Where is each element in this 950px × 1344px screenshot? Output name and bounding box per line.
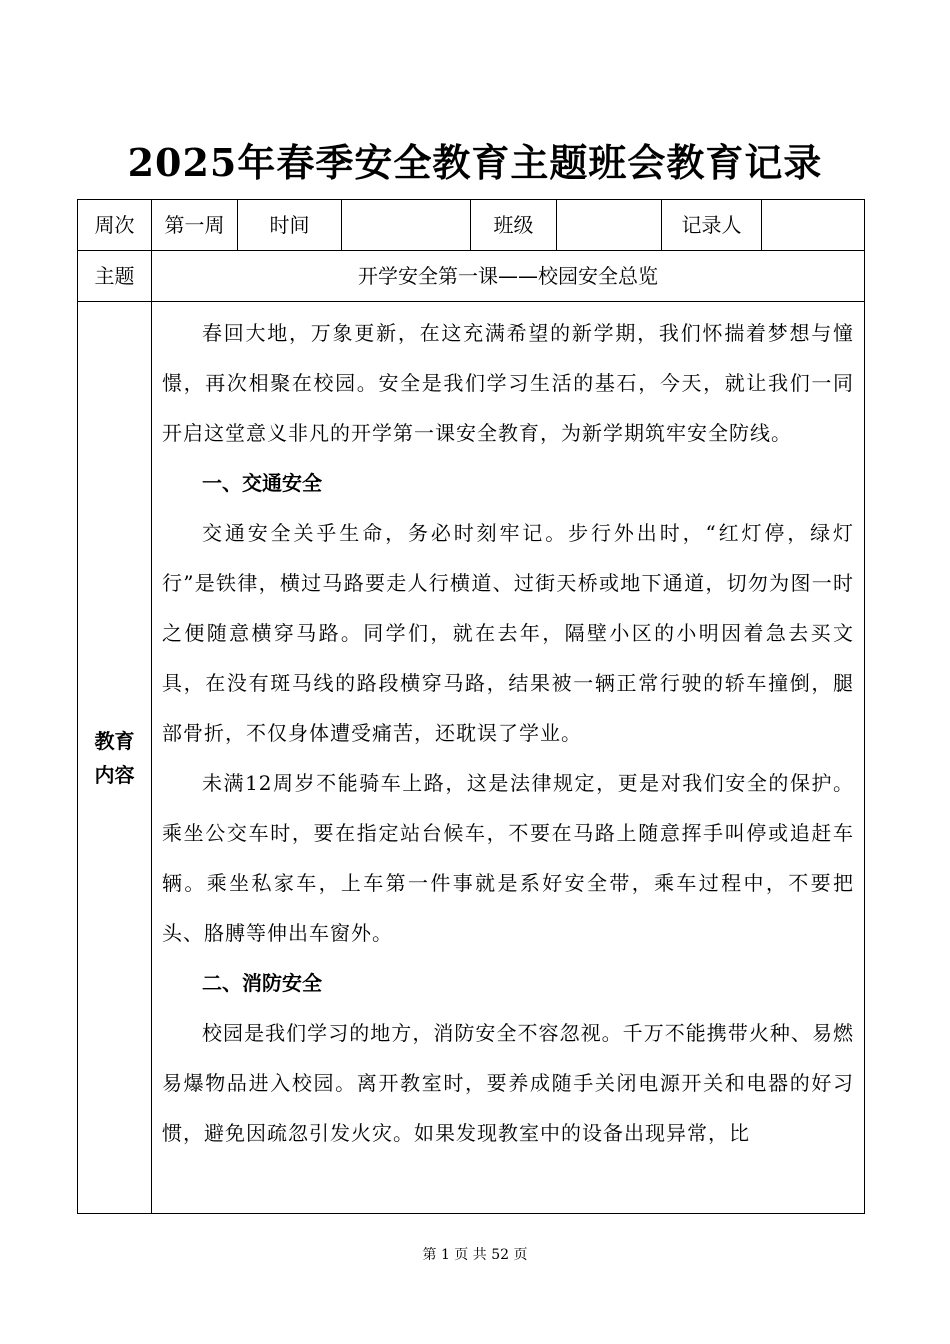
content-body <box>152 302 865 1214</box>
class-value <box>557 200 662 251</box>
topic-row <box>78 251 865 302</box>
time-label: 时间 <box>238 200 342 251</box>
content-label <box>78 302 152 1214</box>
section-heading-traffic: 一、交通安全 <box>202 471 322 495</box>
fire-paragraph-1: 校园是我们学习的地方，消防安全不容忽视。千万不能携带火种、易燃易爆物品进入校园。离开教室时，要养成随手关闭电源开关和电器的好习惯，避免因疏忽引发火灾。如果发现教室中的设备出现异常，比 <box>162 1021 854 1145</box>
content-label-line1: 教育 <box>94 728 135 753</box>
record-table <box>77 199 865 1214</box>
header-row <box>78 200 865 251</box>
recorder-value <box>762 200 865 251</box>
content-row <box>78 302 865 1214</box>
section-heading-fire: 二、消防安全 <box>202 971 322 995</box>
class-label: 班级 <box>471 200 557 251</box>
page-title: 2025年春季安全教育主题班会教育记录 <box>127 140 823 185</box>
content-label-line2: 内容 <box>94 762 135 787</box>
recorder-label: 记录人 <box>662 200 762 251</box>
traffic-paragraph-1: 交通安全关乎生命，务必时刻牢记。步行外出时，“红灯停，绿灯行”是铁律，横过马路要走人行横道、过街天桥或地下通道，切勿为图一时之便随意横穿马路。同学们，就在去年，隔壁小区的小明因着急去买文具，在没有斑马线的路段横穿马路，结果被一辆正常行驶的轿车撞倒，腿部骨折，不仅身体遭受痛苦，还耽误了学业。 <box>162 521 854 745</box>
intro-paragraph: 春回大地，万象更新，在这充满希望的新学期，我们怀揣着梦想与憧憬，再次相聚在校园。安全是我们学习生活的基石，今天，就让我们一同开启这堂意义非凡的开学第一课安全教育，为新学期筑牢安全防线。 <box>162 321 854 445</box>
page-footer: 第 1 页 共 52 页 <box>422 1247 528 1263</box>
week-value: 第一周 <box>152 200 238 251</box>
week-label: 周次 <box>78 200 152 251</box>
topic-value: 开学安全第一课——校园安全总览 <box>152 251 865 302</box>
traffic-paragraph-2: 未满12周岁不能骑车上路，这是法律规定，更是对我们安全的保护。乘坐公交车时，要在指定站台候车，不要在马路上随意挥手叫停或追赶车辆。乘坐私家车，上车第一件事就是系好安全带，乘车过程中，不要把头、胳膊等伸出车窗外。 <box>162 771 854 945</box>
time-value <box>342 200 471 251</box>
topic-label: 主题 <box>78 251 152 302</box>
